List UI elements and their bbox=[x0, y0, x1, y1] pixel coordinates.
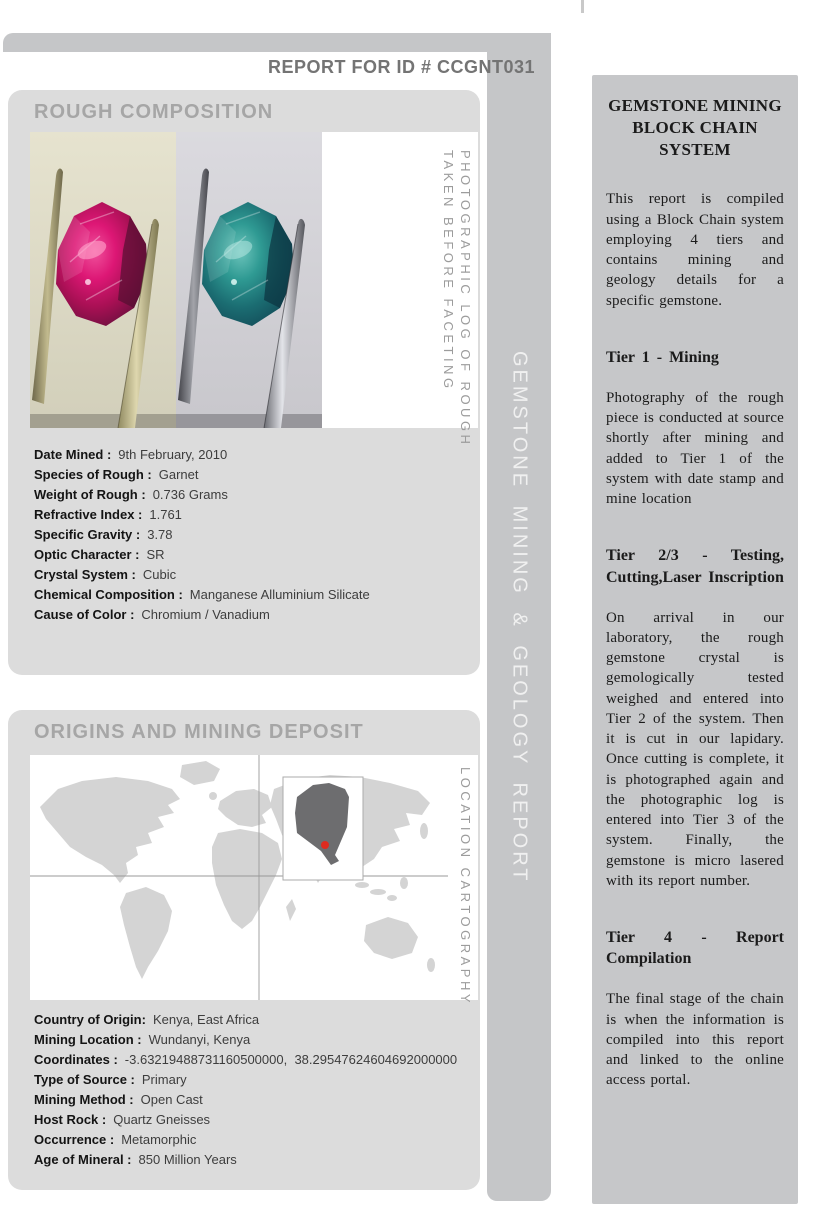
origins-section bbox=[8, 710, 480, 1190]
rough-composition-heading: ROUGH COMPOSITION bbox=[34, 101, 274, 123]
vertical-banner-text: GEMSTONE MINING & GEOLOGY REPORT bbox=[508, 350, 531, 884]
field-label: Mining Method : bbox=[34, 1092, 134, 1107]
rough-photo-teal bbox=[176, 132, 322, 428]
kenya-inset bbox=[283, 777, 363, 880]
location-cartography-box bbox=[30, 755, 478, 1007]
field-row bbox=[34, 1030, 457, 1050]
field-value: Primary bbox=[141, 1072, 187, 1087]
field-label: Cause of Color : bbox=[34, 607, 135, 622]
field-value: 1.761 bbox=[149, 507, 182, 522]
mine-location-marker bbox=[321, 841, 329, 849]
map-caption-line: LOCATION CARTOGRAPHY bbox=[458, 767, 473, 1007]
field-label: Refractive Index : bbox=[34, 507, 143, 522]
field-label: Age of Mineral : bbox=[34, 1152, 132, 1167]
rough-photos bbox=[30, 132, 322, 428]
tier23-heading: Tier 2/3 - Testing, Cutting,Laser Inscription bbox=[606, 547, 784, 586]
field-label: Chemical Composition : bbox=[34, 587, 183, 602]
field-row bbox=[34, 1010, 457, 1030]
field-value: Metamorphic bbox=[121, 1132, 197, 1147]
field-row bbox=[34, 465, 370, 485]
field-value: 0.736 Grams bbox=[152, 487, 228, 502]
field-label: Weight of Rough : bbox=[34, 487, 146, 502]
field-row bbox=[34, 1090, 457, 1110]
rough-composition-section bbox=[8, 90, 480, 675]
field-row bbox=[34, 585, 370, 605]
field-row bbox=[34, 485, 370, 505]
field-value: SR bbox=[146, 547, 165, 562]
blockchain-sidebar bbox=[592, 75, 798, 1204]
field-label: Specific Gravity : bbox=[34, 527, 141, 542]
field-row bbox=[34, 545, 370, 565]
sidebar-intro: This report is compiled using a Block Chain system employing 4 tiers and contains mining and geology details for a specific gemstone. bbox=[606, 191, 784, 309]
field-value: Manganese Alluminium Silicate bbox=[189, 587, 370, 602]
field-label: Occurrence : bbox=[34, 1132, 115, 1147]
vertical-banner-bar bbox=[487, 33, 551, 1201]
field-value: 3.78 bbox=[147, 527, 173, 542]
field-value: Wundanyi, Kenya bbox=[148, 1032, 251, 1047]
tier1-heading: Tier 1 - Mining bbox=[606, 348, 719, 366]
field-row bbox=[34, 525, 370, 545]
tier1-body: Photography of the rough piece is conducted at source shortly after mining and added to Tier 1 of the system with date stamp and mine location bbox=[606, 389, 784, 508]
field-label: Host Rock : bbox=[34, 1112, 107, 1127]
field-label: Species of Rough : bbox=[34, 467, 152, 482]
field-row bbox=[34, 1070, 457, 1090]
field-label: Crystal System : bbox=[34, 567, 136, 582]
origins-heading: ORIGINS AND MINING DEPOSIT bbox=[34, 721, 364, 743]
field-value: Garnet bbox=[158, 467, 199, 482]
photo-caption-line1: PHOTOGRAPHIC LOG OF ROUGH bbox=[458, 150, 473, 448]
field-value: 9th February, 2010 bbox=[118, 447, 228, 462]
page-title: REPORT FOR ID # CCGNT031 bbox=[267, 57, 536, 77]
tier4-heading: Tier 4 - Report Compilation bbox=[606, 929, 784, 968]
field-value: 850 Million Years bbox=[138, 1152, 237, 1167]
field-row bbox=[34, 565, 370, 585]
field-value: -3.63219488731160500000, 38.29547624604692000000 bbox=[124, 1052, 458, 1067]
field-label: Coordinates : bbox=[34, 1052, 118, 1067]
field-label: Country of Origin: bbox=[34, 1012, 146, 1027]
field-row bbox=[34, 1130, 457, 1150]
field-value: Kenya, East Africa bbox=[152, 1012, 260, 1027]
tier23-body: On arrival in our laboratory, the rough gemstone crystal is gemologically tested weighed and entered into Tier 2 of the system. Then it is cut in our lapidary. Once cutting is complete, it is photographed again and the photographic log is entered into Tier 3 of the system. Finally, the gemstone is micro lasered with its report number. bbox=[606, 609, 784, 889]
field-row bbox=[34, 1050, 457, 1070]
field-label: Date Mined : bbox=[34, 447, 112, 462]
top-frame-band bbox=[3, 33, 551, 52]
field-row bbox=[34, 505, 370, 525]
photographic-log-box bbox=[30, 132, 478, 448]
map-caption-vertical bbox=[456, 767, 473, 1006]
field-value: Chromium / Vanadium bbox=[141, 607, 270, 622]
field-value: Quartz Gneisses bbox=[113, 1112, 211, 1127]
field-label: Type of Source : bbox=[34, 1072, 135, 1087]
photo-caption-line2: TAKEN BEFORE FACETING bbox=[441, 150, 457, 392]
field-row bbox=[34, 1110, 457, 1130]
field-row bbox=[34, 605, 370, 625]
field-value: Open Cast bbox=[140, 1092, 203, 1107]
field-label: Mining Location : bbox=[34, 1032, 142, 1047]
photo-caption-vertical bbox=[439, 150, 473, 447]
sidebar-heading: GEMSTONE MINING BLOCK CHAIN SYSTEM bbox=[608, 96, 782, 160]
field-value: Cubic bbox=[142, 567, 177, 582]
tier4-body: The final stage of the chain is when the information is compiled into this report and linked to the online access portal. bbox=[606, 991, 784, 1089]
rough-composition-fields bbox=[34, 445, 370, 625]
field-label: Optic Character : bbox=[34, 547, 140, 562]
world-map bbox=[30, 755, 448, 1000]
top-divider-tick bbox=[581, 0, 584, 13]
field-row bbox=[34, 1150, 457, 1170]
rough-photo-pink bbox=[30, 132, 176, 428]
origins-fields bbox=[34, 1010, 457, 1170]
field-row bbox=[34, 445, 370, 465]
